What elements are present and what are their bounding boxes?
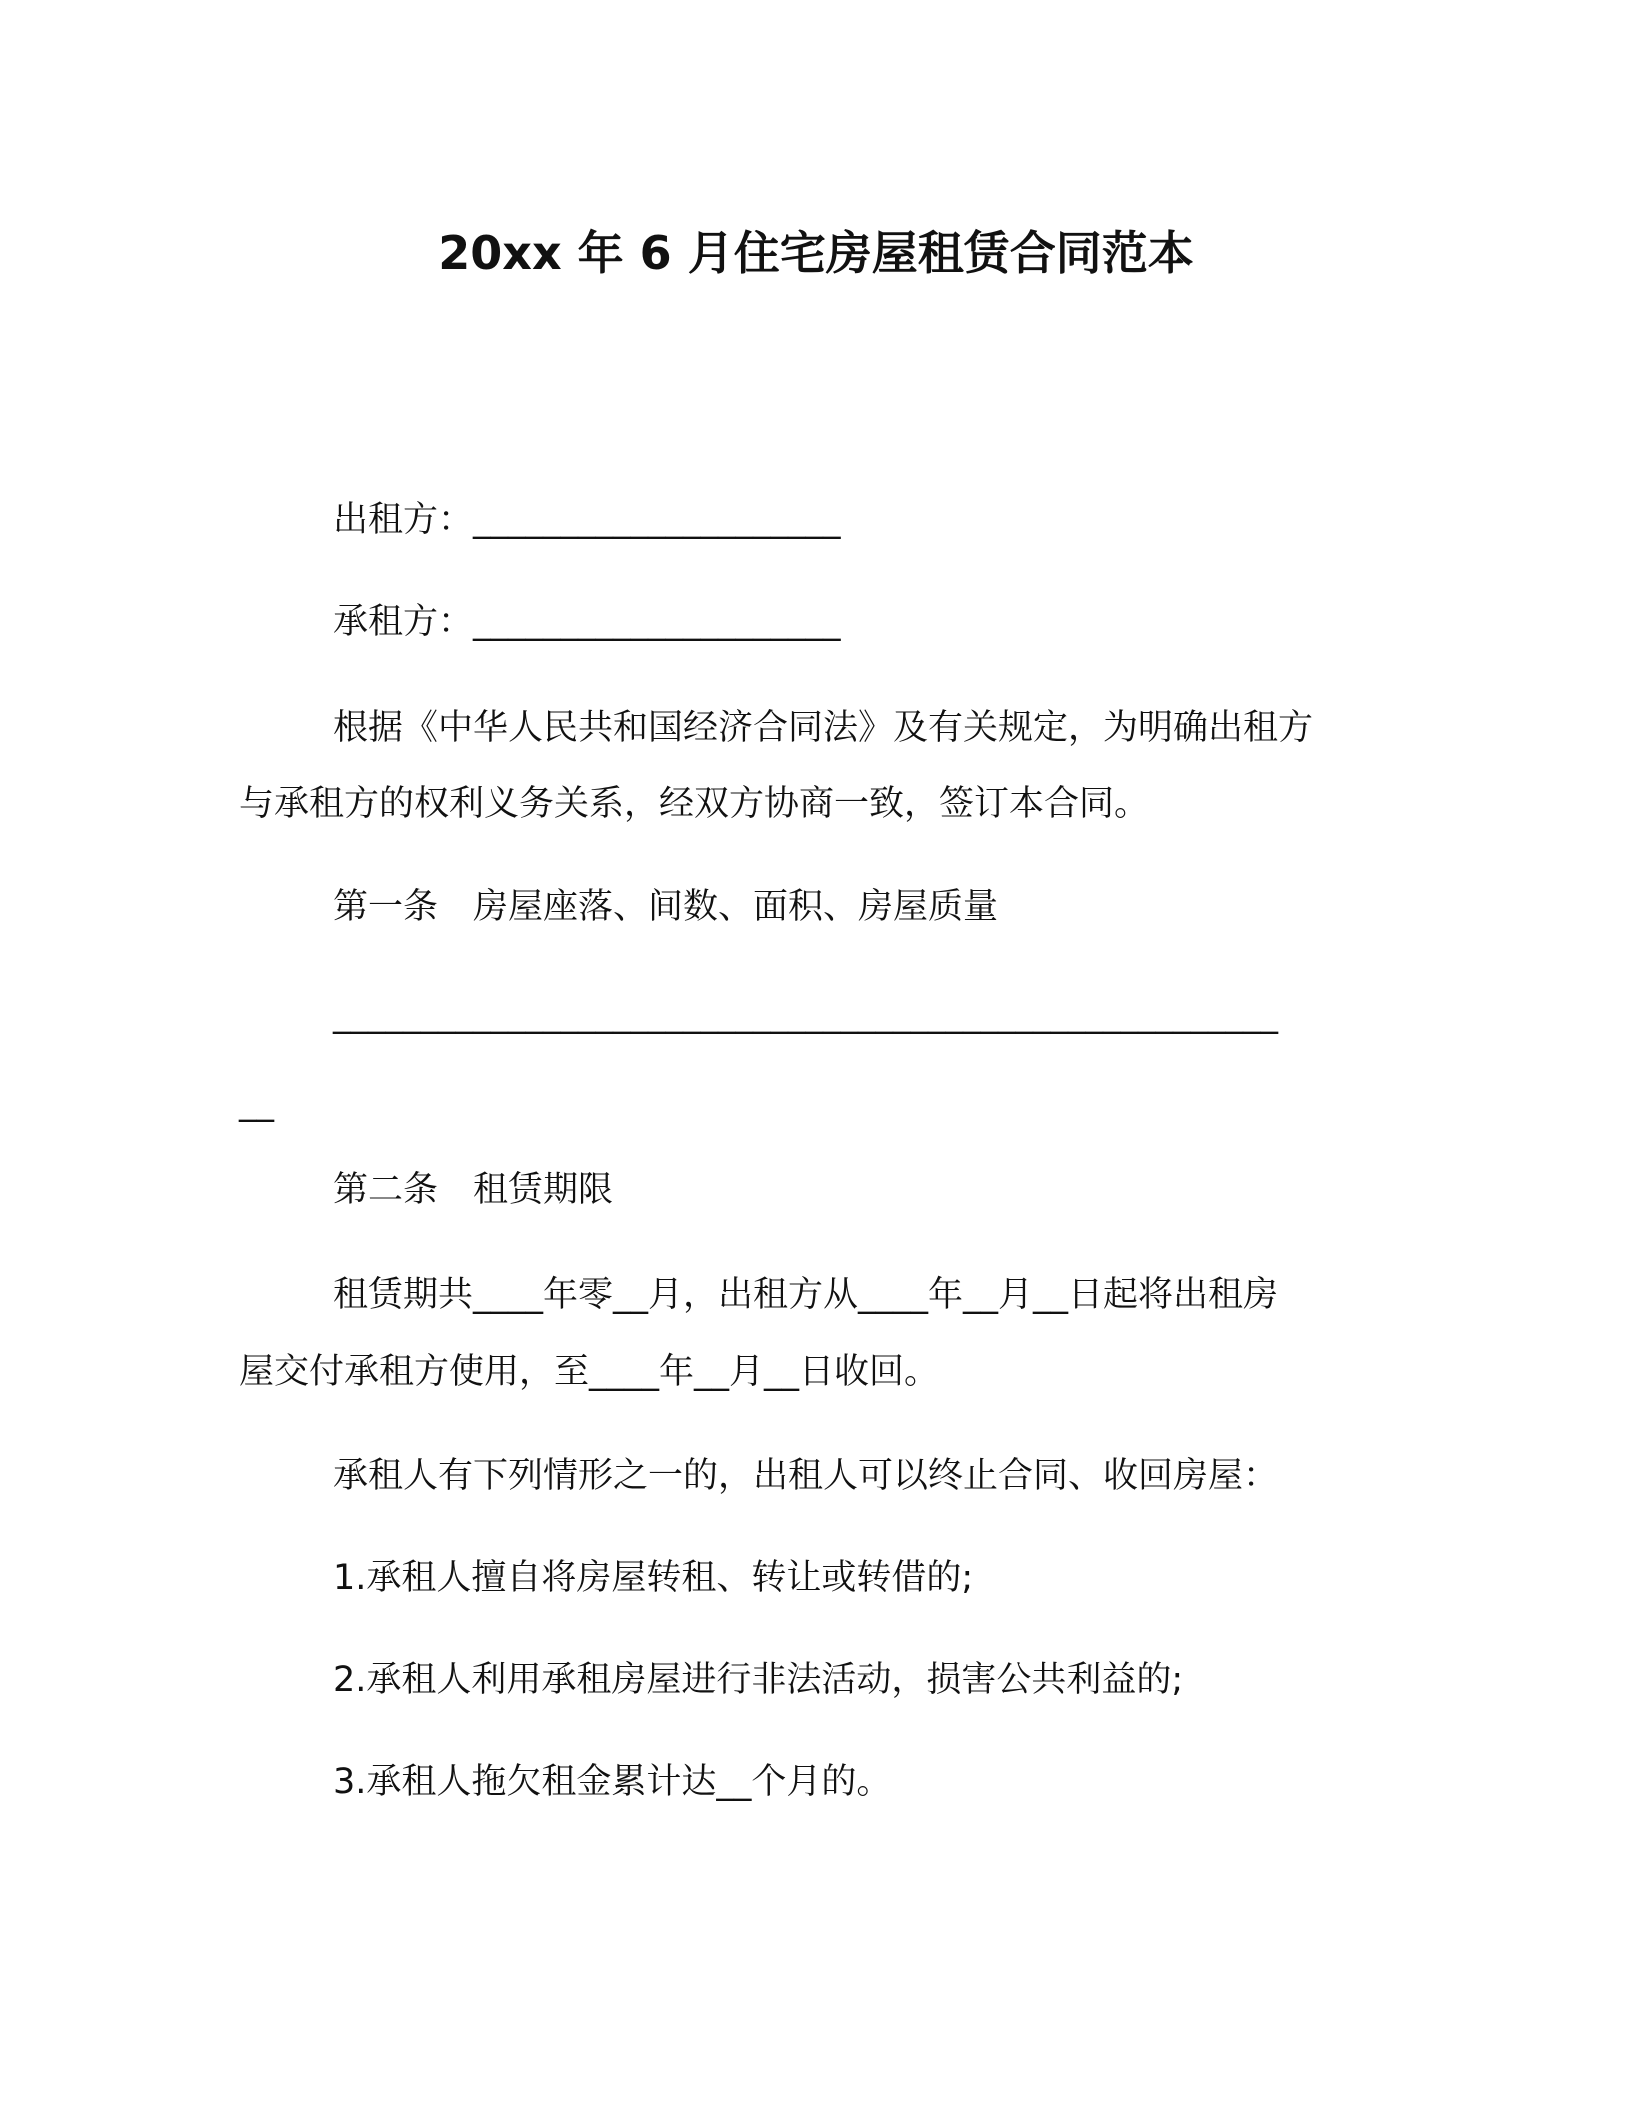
termination-item-1: 1.承租人擅自将房屋转租、转让或转借的; (333, 1558, 974, 1598)
lessor-line: 出租方：_____________________ (333, 500, 841, 540)
termination-item-2: 2.承租人利用承租房屋进行非法活动，损害公共利益的; (333, 1660, 1184, 1700)
preamble-line-2: 与承租方的权利义务关系，经双方协商一致，签订本合同。 (239, 784, 1150, 824)
document-title: 20xx 年 6 月住宅房屋租赁合同范本 (438, 226, 1194, 280)
article-2-body-line-2: 屋交付承租方使用，至____年__月__日收回。 (239, 1352, 940, 1392)
article-1-heading: 第一条 房屋座落、间数、面积、房屋质量 (333, 887, 999, 927)
termination-intro: 承租人有下列情形之一的，出租人可以终止合同、收回房屋： (333, 1456, 1279, 1496)
termination-item-3: 3.承租人拖欠租金累计达__个月的。 (333, 1762, 892, 1802)
article-2-body-line-1: 租赁期共____年零__月，出租方从____年__月__日起将出租房 (333, 1275, 1279, 1315)
lessee-line: 承租方：_____________________ (333, 602, 841, 642)
article-2-heading: 第二条 租赁期限 (333, 1170, 614, 1210)
preamble-line-1: 根据《中华人民共和国经济合同法》及有关规定，为明确出租方 (333, 708, 1314, 748)
article-1-blank-line-2: __ (239, 1083, 274, 1123)
article-1-blank-line-1: ______________________________________________________ (333, 995, 1278, 1035)
